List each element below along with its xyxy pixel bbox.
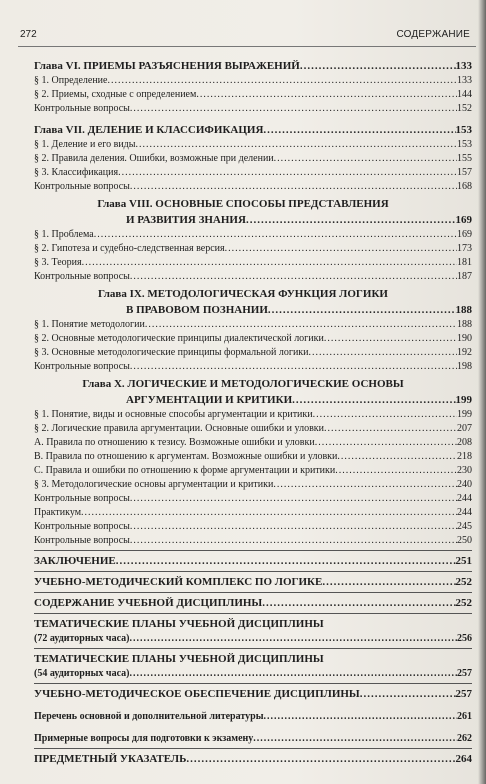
plan-54-entry[interactable]: (54 аудиторных часа) ..... 257: [34, 665, 472, 679]
toc-item[interactable]: § 2. Основные методологические принципы диалектической логики ..... 190: [34, 330, 472, 344]
chapter-9-page: 188: [455, 304, 472, 316]
chapter-6-title: Глава VI. ПРИЕМЫ РАЗЪЯСНЕНИЯ ВЫРАЖЕНИЙ: [34, 60, 300, 72]
chapter-9-entry[interactable]: [34, 300, 472, 316]
page-header: [18, 16, 476, 47]
chapter-8-page: 169: [455, 214, 472, 226]
discipline-content-entry[interactable]: СОДЕРЖАНИЕ УЧЕБНОЙ ДИСЦИПЛИНЫ ..... 252: [34, 592, 472, 609]
chapter-8-entry[interactable]: [34, 210, 472, 226]
toc-item[interactable]: А. Правила по отношению к тезису. Возможные ошибки и уловки ..... 208: [34, 434, 472, 448]
chapter-9-title-line2: В ПРАВОВОМ ПОЗНАНИИ: [126, 304, 268, 316]
plan-54-title[interactable]: ТЕМАТИЧЕСКИЕ ПЛАНЫ УЧЕБНОЙ ДИСЦИПЛИНЫ: [34, 648, 472, 665]
umk-entry[interactable]: УЧЕБНО-МЕТОДИЧЕСКИЙ КОМПЛЕКС ПО ЛОГИКЕ ..... 252: [34, 571, 472, 588]
chapter-10-page: 199: [455, 394, 472, 406]
toc-item[interactable]: § 2. Правила деления. Ошибки, возможные при делении ..... 155: [34, 150, 472, 164]
chapter-6-page: 133: [455, 60, 472, 72]
toc-item[interactable]: Практикум ..... 244: [34, 504, 472, 518]
toc-item[interactable]: § 3. Классификация ..... 157: [34, 164, 472, 178]
chapter-10-entry[interactable]: [34, 390, 472, 406]
toc-item[interactable]: В. Правила по отношению к аргументам. Возможные ошибки и уловки ..... 218: [34, 448, 472, 462]
plan-72-title[interactable]: ТЕМАТИЧЕСКИЕ ПЛАНЫ УЧЕБНОЙ ДИСЦИПЛИНЫ: [34, 613, 472, 630]
exam-questions-entry[interactable]: Примерные вопросы для подготовки к экзамену ..... 262: [34, 726, 472, 744]
chapter-6-entry[interactable]: [34, 54, 472, 72]
toc-item[interactable]: § 2. Гипотеза и судебно-следственная версия ..... 173: [34, 240, 472, 254]
page-number: 272: [20, 29, 37, 40]
chapter-7-page: 153: [455, 124, 472, 136]
toc-item[interactable]: § 1. Понятие, виды и основные способы аргументации и критики ..... 199: [34, 406, 472, 420]
methodical-support-entry[interactable]: УЧЕБНО-МЕТОДИЧЕСКОЕ ОБЕСПЕЧЕНИЕ ДИСЦИПЛИНЫ ..... 257: [34, 683, 472, 700]
toc-item[interactable]: § 1. Понятие методологии ..... 188: [34, 316, 472, 330]
subject-index-entry[interactable]: ПРЕДМЕТНЫЙ УКАЗАТЕЛЬ ..... 264: [34, 748, 472, 765]
toc-item[interactable]: § 1. Деление и его виды ..... 153: [34, 136, 472, 150]
running-title: СОДЕРЖАНИЕ: [396, 29, 470, 40]
toc-item[interactable]: Контрольные вопросы ..... 168: [34, 178, 472, 192]
toc-item[interactable]: § 2. Логические правила аргументации. Основные ошибки и уловки ..... 207: [34, 420, 472, 434]
chapter-8-title-line1[interactable]: Глава VIII. ОСНОВНЫЕ СПОСОБЫ ПРЕДСТАВЛЕНИЯ: [97, 198, 389, 210]
toc-item[interactable]: § 1. Проблема ..... 169: [34, 226, 472, 240]
toc-item[interactable]: Контрольные вопросы ..... 244: [34, 490, 472, 504]
literature-entry[interactable]: Перечень основной и дополнительной литературы ..... 261: [34, 704, 472, 722]
chapter-9-title-line1[interactable]: Глава IX. МЕТОДОЛОГИЧЕСКАЯ ФУНКЦИЯ ЛОГИКИ: [98, 288, 388, 300]
toc-item[interactable]: § 1. Определение ..... 133: [34, 72, 472, 86]
chapter-7-title: Глава VII. ДЕЛЕНИЕ И КЛАССИФИКАЦИЯ: [34, 124, 264, 136]
toc-item[interactable]: Контрольные вопросы ..... 152: [34, 100, 472, 114]
chapter-8-title-line2: И РАЗВИТИЯ ЗНАНИЯ: [126, 214, 246, 226]
chapter-10-title-line1[interactable]: Глава X. ЛОГИЧЕСКИЕ И МЕТОДОЛОГИЧЕСКИЕ ОСНОВЫ: [82, 378, 404, 390]
toc-item[interactable]: С. Правила и ошибки по отношению к форме аргументации и критики ..... 230: [34, 462, 472, 476]
page-edge-shadow: [478, 0, 486, 784]
toc-item[interactable]: Контрольные вопросы ..... 250: [34, 532, 472, 546]
toc-item[interactable]: § 3. Основные методологические принципы формальной логики ..... 192: [34, 344, 472, 358]
toc-item[interactable]: Контрольные вопросы ..... 198: [34, 358, 472, 372]
conclusion-entry[interactable]: ЗАКЛЮЧЕНИЕ ..... 251: [34, 550, 472, 567]
toc-item[interactable]: § 3. Теория ..... 181: [34, 254, 472, 268]
chapter-10-title-line2: АРГУМЕНТАЦИИ И КРИТИКИ: [126, 394, 293, 406]
table-of-contents: [34, 50, 472, 765]
chapter-7-entry[interactable]: [34, 118, 472, 136]
toc-item[interactable]: § 2. Приемы, сходные с определением ..... 144: [34, 86, 472, 100]
plan-72-entry[interactable]: (72 аудиторных часа) ..... 256: [34, 630, 472, 644]
toc-item[interactable]: Контрольные вопросы ..... 245: [34, 518, 472, 532]
toc-item[interactable]: § 3. Методологические основы аргументации и критики ..... 240: [34, 476, 472, 490]
toc-item[interactable]: Контрольные вопросы ..... 187: [34, 268, 472, 282]
